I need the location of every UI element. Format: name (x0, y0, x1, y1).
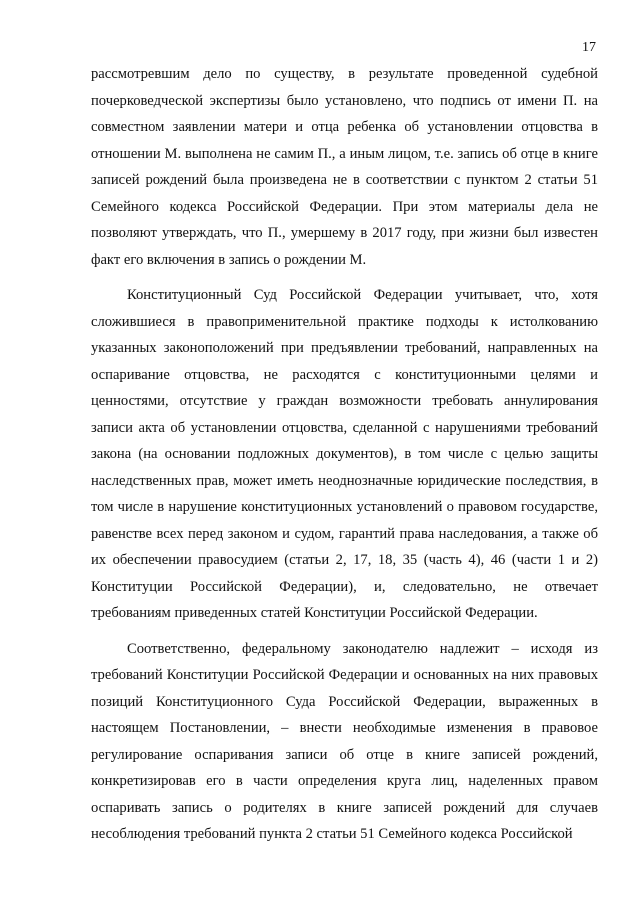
paragraph-court-considers: Конституционный Суд Российской Федерации учитывает, что, хотя сложившиеся в правоприменительной практике подходы к истолкованию указанных законоположений при предъявлении требований, направленных на оспаривание отцовства, не расходятся с конституционными целями и ценностями, отсутствие у граждан возможности требовать аннулирования записи акта об установлении отцовства, сделанной с нарушениями требований закона (на основании подложных документов), в том числе с целью защиты наследственных прав, может иметь неоднозначные юридические последствия, в том числе в нарушение конституционных установлений о правовом государстве, равенстве всех перед законом и судом, гарантий права наследования, а также об их обеспечении правосудием (статьи 2, 17, 18, 35 (часть 4), 46 (части 1 и 2) Конституции Российской Федерации), и, следовательно, не отвечает требованиям приведенных статей Конституции Российской Федерации. (91, 287, 598, 621)
page-number: 17 (582, 40, 596, 55)
paragraph-continuation: рассмотревшим дело по существу, в результате проведенной судебной почерковедческой экспертизы было установлено, что подпись от имени П. на совместном заявлении матери и отца ребенка об установлении отцовства в отношении М. выполнена не самим П., а иным лицом, т.е. запись об отце в книге записей рождений была произведена не в соответствии с пунктом 2 статьи 51 Семейного кодекса Российской Федерации. При этом материалы дела не позволяют утверждать, что П., умершему в 2017 году, при жизни был известен факт его включения в запись о рождении М. (91, 66, 598, 268)
document-body (91, 61, 598, 848)
paragraph-legislator-duty: Соответственно, федеральному законодателю надлежит – исходя из требований Конституции Российской Федерации и основанных на них правовых позиций Конституционного Суда Российской Федерации, выраженных в настоящем Постановлении, – внести необходимые изменения в правовое регулирование оспаривания записи об отце в книге записей рождений, конкретизировав его в части определения круга лиц, наделенных правом оспаривать запись о родителях в книге записей рождений для случаев несоблюдения требований пункта 2 статьи 51 Семейного кодекса Российской (91, 640, 598, 842)
